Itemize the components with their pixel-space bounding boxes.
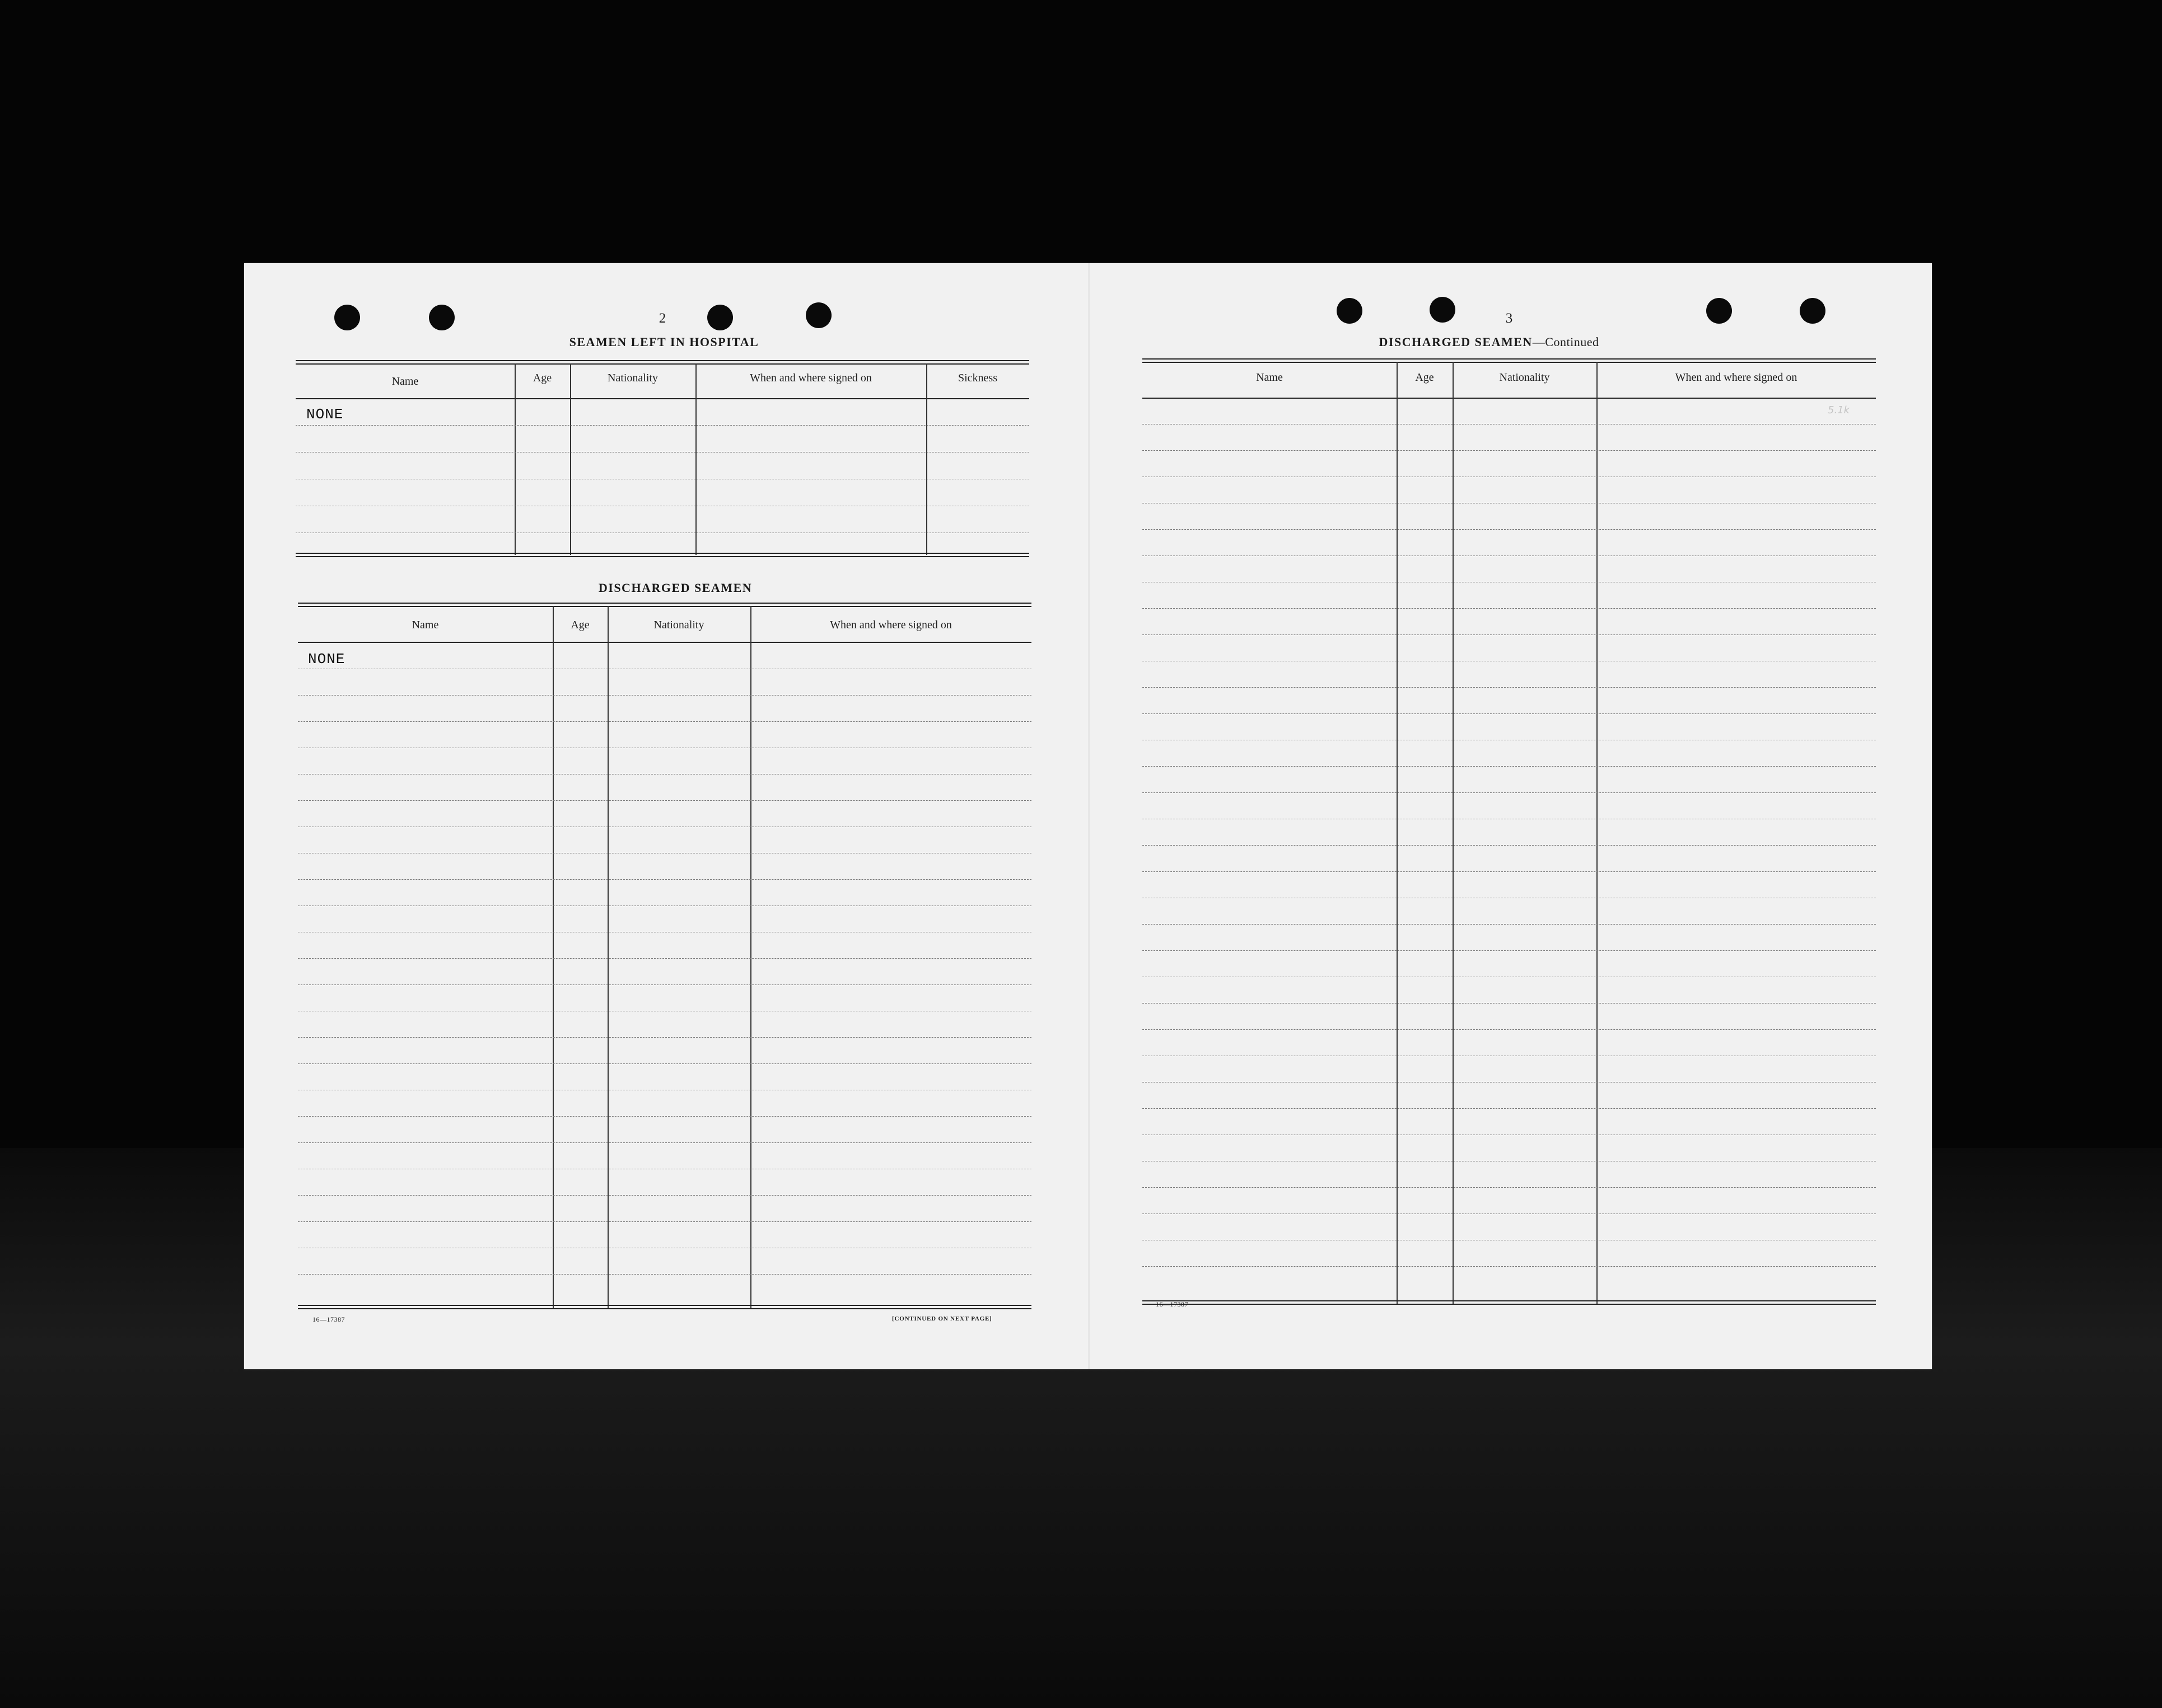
form-sheet — [244, 263, 1932, 1369]
title-main: DISCHARGED SEAMEN — [1379, 335, 1533, 349]
row-rule — [298, 958, 1031, 959]
row-rule — [298, 984, 1031, 985]
row-rule — [1142, 924, 1876, 925]
punch-hole — [429, 305, 455, 330]
row-rule — [1142, 1187, 1876, 1188]
column-header-age: Age — [571, 619, 590, 631]
row-rule — [298, 800, 1031, 801]
column-header-name: Name — [391, 375, 419, 388]
title-suffix: —Continued — [1532, 335, 1599, 349]
row-rule — [298, 879, 1031, 880]
punch-hole — [334, 305, 360, 330]
punch-hole — [707, 305, 733, 330]
column-header-name: Name — [1256, 371, 1283, 384]
column-header-sickness: Sickness — [958, 372, 997, 384]
form-code-right: 16—17387 — [1156, 1300, 1188, 1308]
form-code-left: 16—17387 — [312, 1315, 345, 1323]
row-rule — [1142, 845, 1876, 846]
column-header-age: Age — [1415, 371, 1434, 384]
column-header-nationality: Nationality — [608, 372, 658, 384]
punch-hole — [1337, 298, 1362, 324]
row-rule — [1142, 1108, 1876, 1109]
discharged-entry-none: NONE — [308, 651, 345, 668]
row-rule — [298, 1037, 1031, 1038]
row-rule — [298, 1221, 1031, 1222]
column-header-age: Age — [533, 372, 552, 384]
row-rule — [1142, 1003, 1876, 1004]
column-header-nationality: Nationality — [1499, 371, 1550, 384]
discharged-continued-title — [1379, 335, 1599, 349]
column-header-when-where: When and where signed on — [1675, 371, 1797, 384]
row-rule — [1142, 529, 1876, 530]
row-rule — [1142, 766, 1876, 767]
hospital-entry-none: NONE — [306, 406, 344, 423]
hospital-section-title: SEAMEN LEFT IN HOSPITAL — [569, 335, 759, 349]
row-rule — [1142, 1029, 1876, 1030]
row-rule — [298, 1142, 1031, 1143]
column-header-nationality: Nationality — [653, 619, 704, 631]
row-rule — [1142, 608, 1876, 609]
continued-note: [CONTINUED ON NEXT PAGE] — [892, 1315, 992, 1322]
column-header-when-where: When and where signed on — [750, 372, 872, 384]
page-number-left: 2 — [659, 311, 666, 326]
discharged-continued-table — [1142, 358, 1876, 1305]
pencil-mark: 5.1k — [1828, 404, 1850, 416]
hospital-table — [296, 360, 1029, 556]
row-rule — [1142, 1266, 1876, 1267]
row-rule — [298, 1116, 1031, 1117]
row-rule — [1142, 792, 1876, 793]
page-number-right: 3 — [1505, 311, 1513, 326]
punch-hole — [1706, 298, 1732, 324]
punch-hole — [1430, 297, 1455, 323]
row-rule — [1142, 871, 1876, 872]
punch-hole — [1800, 298, 1825, 324]
row-rule — [298, 721, 1031, 722]
punch-hole — [806, 302, 832, 328]
column-header-when-where: When and where signed on — [830, 619, 952, 631]
row-rule — [1142, 634, 1876, 635]
row-rule — [298, 1195, 1031, 1196]
discharged-section-title: DISCHARGED SEAMEN — [598, 581, 753, 595]
row-rule — [1142, 950, 1876, 951]
center-fold — [1088, 263, 1090, 1369]
row-rule — [1142, 450, 1876, 451]
row-rule — [1142, 713, 1876, 714]
discharged-table — [298, 603, 1031, 1309]
row-rule — [298, 1274, 1031, 1275]
column-header-name: Name — [412, 619, 439, 631]
row-rule — [298, 1063, 1031, 1064]
row-rule — [298, 695, 1031, 696]
row-rule — [1142, 687, 1876, 688]
